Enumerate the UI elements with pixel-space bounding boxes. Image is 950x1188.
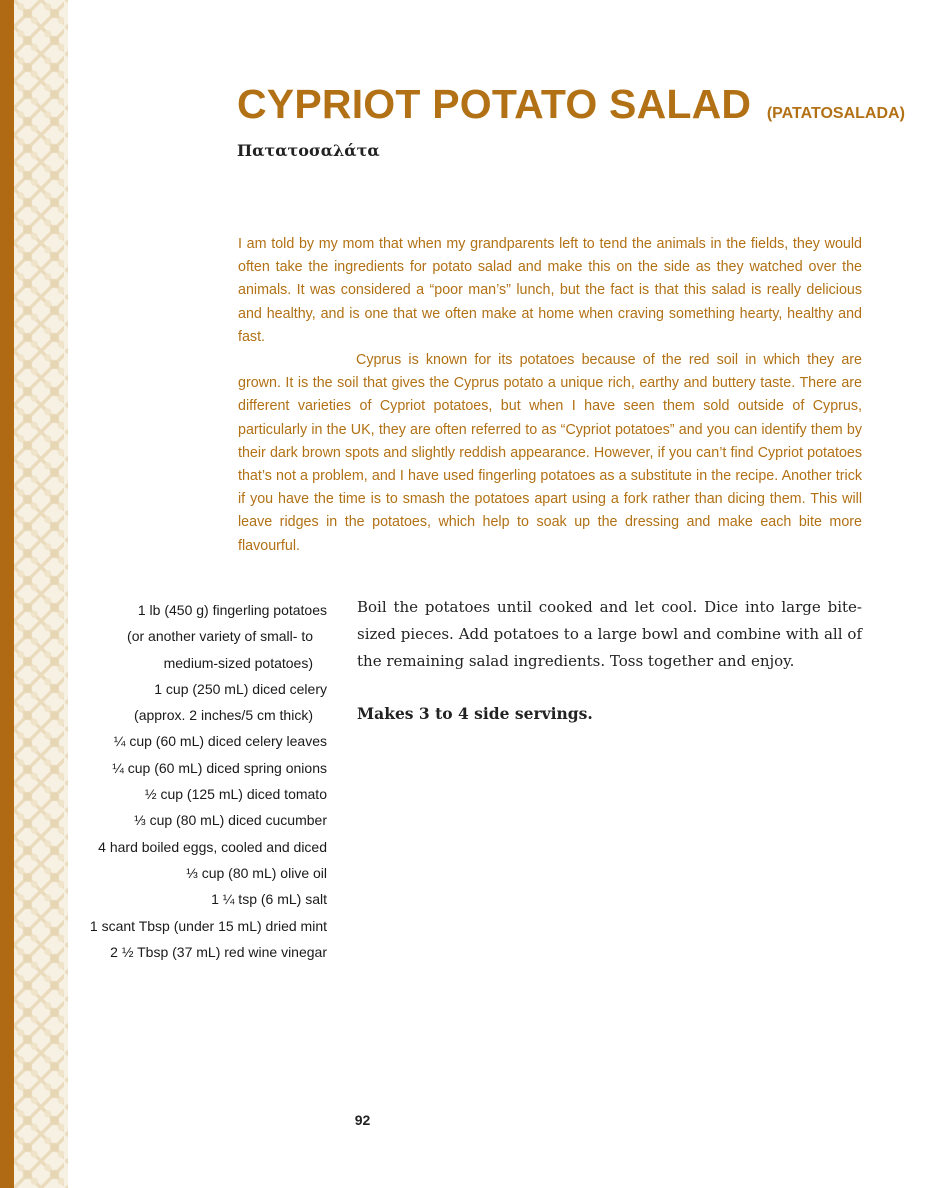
ingredient-item: 2 ½ Tbsp (37 mL) red wine vinegar [110, 943, 327, 960]
ingredient-item: ¼ cup (60 mL) diced celery leaves [113, 733, 327, 750]
ingredient-item: ½ cup (125 mL) diced tomato [144, 786, 327, 803]
method-text: Boil the potatoes until cooked and let cool. Dice into large bite-sized pieces. Add potatoes to a large bowl and combine with all of the remaining salad ingredients. Toss together and enjoy. [357, 598, 862, 670]
ingredient-item: (approx. 2 inches/5 cm thick) [134, 707, 313, 724]
ingredient-item: 1 cup (250 mL) diced celery [154, 680, 327, 697]
ingredient-item: ⅓ cup (80 mL) diced cucumber [134, 812, 327, 829]
ingredient-item: ¼ cup (60 mL) diced spring onions [112, 759, 327, 776]
lace-border-edge [64, 0, 70, 1188]
intro-text [238, 233, 862, 558]
ingredient-item: medium-sized potatoes) [163, 654, 313, 671]
lace-border-decoration [14, 0, 68, 1188]
ingredient-item: 1 scant Tbsp (under 15 mL) dried mint [89, 917, 327, 934]
greek-title: Πατατοσαλάτα [237, 141, 380, 160]
recipe-subtitle: (PATATOSALADA) [766, 105, 905, 122]
recipe-title [237, 78, 905, 140]
yield-text: Makes 3 to 4 side servings. [357, 704, 593, 723]
ingredient-item: ⅓ cup (80 mL) olive oil [186, 864, 327, 881]
title-block [237, 78, 905, 162]
ingredient-item: 1 ¼ tsp (6 mL) salt [211, 891, 327, 908]
ingredient-item: 4 hard boiled eggs, cooled and diced [98, 838, 327, 855]
intro-paragraph-1: I am told by my mom that when my grandparents left to tend the animals in the fields, they would often take the ingredients for potato salad and make this on the side as they watched over the animals. It was considered a “poor man’s” lunch, but the fact is that this salad is really delicious and healthy, and is one that we often make at home when craving something hearty, healthy and fast. [238, 236, 862, 345]
ingredients-list [60, 597, 327, 965]
recipe-title-text: CYPRIOT POTATO SALAD [237, 81, 752, 127]
decorative-side-band [0, 0, 14, 1188]
intro-paragraph-2: Cyprus is known for its potatoes because of the red soil in which they are grown. It is the soil that gives the Cyprus potato a unique rich, earthy and buttery taste. There are different varieties of Cypriot potatoes, but when I have seen them sold outside of Cyprus, particularly in the UK, they are often referred to as “Cypriot potatoes” and you can identify them by their dark brown spots and slightly reddish appearance. However, if you can’t find Cypriot potatoes that’s not a problem, and I have used fingerling potatoes as a substitute in the recipe. Another trick if you have the time is to smash the potatoes apart using a fork rather than dicing them. This will leave ridges in the potatoes, which help to soak up the dressing and make each bite more flavourful. [238, 352, 862, 554]
ingredient-item: (or another variety of small- to [127, 628, 313, 645]
ingredient-item: 1 lb (450 g) fingerling potatoes [137, 602, 327, 618]
page-number: 92 [354, 1112, 371, 1128]
